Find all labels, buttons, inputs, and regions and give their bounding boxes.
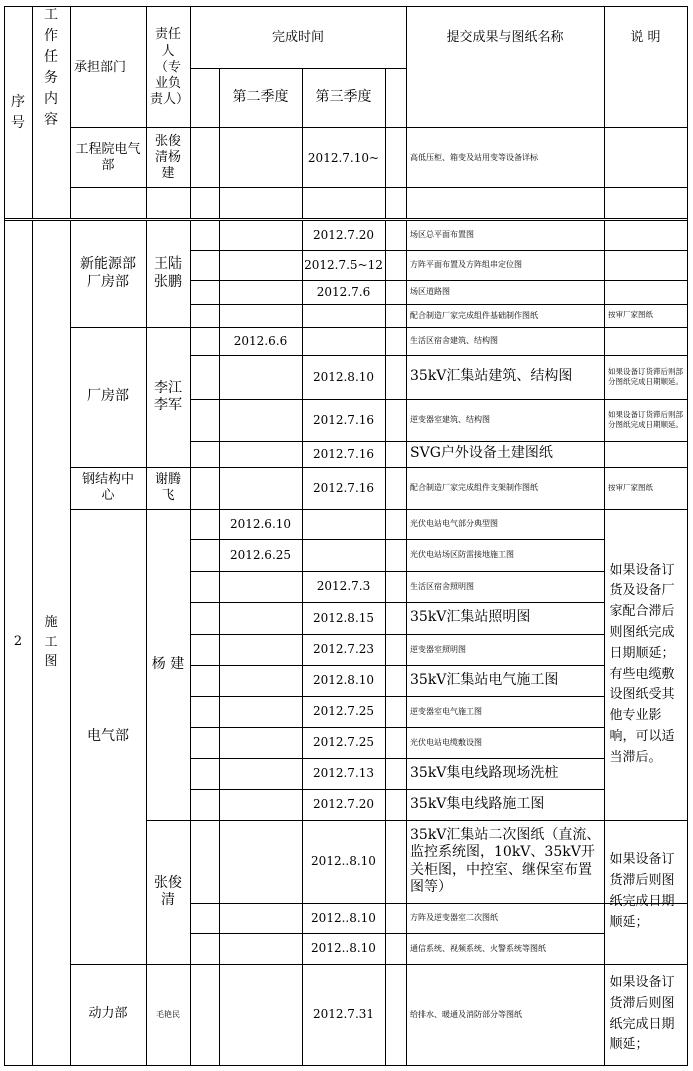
note-electrical-b: 如果设备订货滞后则图纸完成日期顺延； bbox=[609, 852, 675, 930]
q3-date: 2012.7.20 bbox=[312, 227, 375, 242]
result-name: 35kV集电线路施工图 bbox=[410, 795, 545, 812]
result-name: 生活区宿舍建筑、结构图 bbox=[410, 336, 498, 345]
dept-plant: 厂房部 bbox=[87, 388, 129, 405]
note-electrical-a: 如果设备订货及设备厂家配合滞后则图纸完成日期顺延；有些电缆敷设图纸受其他专业影响，可以适当滞后。 bbox=[609, 562, 675, 765]
result-name: 35kV汇集站二次图纸（直流、监控系统图，10kV、35kV开关柜图，中控室、继保室布置图等） bbox=[410, 826, 601, 895]
result-name: SVG户外设备土建图纸 bbox=[410, 445, 553, 462]
dept-engineering-electrical: 工程院电气部 bbox=[75, 141, 141, 173]
result-name: 场区总平面布置图 bbox=[410, 230, 474, 239]
q3-date: 2012.7.3 bbox=[316, 579, 371, 593]
dept-electrical: 电气部 bbox=[87, 727, 129, 744]
header-note: 说 明 bbox=[630, 29, 661, 45]
q3-date: 2012.7.31 bbox=[312, 1007, 375, 1021]
person-plant: 李江李军 bbox=[154, 379, 182, 413]
person-new-energy: 王陆张鹏 bbox=[154, 256, 182, 290]
grid-line bbox=[4, 218, 688, 219]
q3-date: 2012.8.10 bbox=[312, 673, 375, 687]
q3-date: 2012.7.5~12 bbox=[304, 257, 383, 272]
dept-new-energy: 新能源部厂房部 bbox=[80, 256, 136, 290]
person-power: 毛艳民 bbox=[156, 1009, 180, 1019]
result-name: 逆变器室电气施工图 bbox=[410, 706, 482, 716]
row-note: 如果设备订货滞后则部分图纸完成日期顺延。 bbox=[608, 409, 683, 429]
note-power: 如果设备订货滞后则图纸完成日期顺延； bbox=[609, 974, 675, 1053]
header-time: 完成时间 bbox=[271, 29, 324, 45]
result-name: 逆变器室照明图 bbox=[410, 644, 466, 654]
grid-line bbox=[385, 220, 386, 1066]
q3-date: 2012.7.13 bbox=[312, 766, 375, 780]
header-q3: 第三季度 bbox=[315, 89, 372, 106]
q2-date: 2012.6.6 bbox=[233, 333, 288, 348]
q3-date: 2012..8.10 bbox=[311, 941, 376, 955]
q3-date: 2012.7.6 bbox=[316, 284, 371, 299]
person-electrical-b: 张俊清 bbox=[154, 874, 182, 908]
result-name: 方阵及逆变器室二次图纸 bbox=[410, 913, 498, 922]
grid-line bbox=[687, 6, 688, 1066]
result-name: 生活区宿舍照明图 bbox=[410, 581, 474, 591]
header-seq: 序号 bbox=[11, 94, 25, 131]
q3-date: 2012..8.10 bbox=[311, 910, 376, 925]
section-seq: 2 bbox=[13, 634, 23, 650]
q3-date: 2012.7.16 bbox=[312, 412, 375, 427]
row-note: 按审厂家图纸 bbox=[608, 482, 653, 492]
q3-date: 2012.8.15 bbox=[312, 610, 375, 625]
q3-date: 2012.7.25 bbox=[312, 704, 375, 718]
grid-line bbox=[4, 6, 688, 7]
q3-date: 2012..8.10 bbox=[311, 854, 376, 868]
result-name: 配合制造厂家完成组件基础制作图纸 bbox=[410, 310, 538, 320]
row-note: 按审厂家图纸 bbox=[608, 310, 653, 320]
dept-steel: 钢结构中心 bbox=[81, 471, 134, 503]
section-task: 施工图 bbox=[44, 615, 58, 670]
result-name: 35kV集电线路现场洗桩 bbox=[410, 764, 559, 781]
person-steel: 谢腾飞 bbox=[154, 471, 181, 503]
result-name: 逆变器室建筑、结构图 bbox=[410, 415, 490, 424]
header-dept: 承担部门 bbox=[74, 59, 127, 75]
q3-date: 2012.7.20 bbox=[312, 797, 375, 811]
result-name: 配合制造厂家完成组件支架制作图纸 bbox=[410, 483, 538, 492]
header-q2: 第二季度 bbox=[232, 89, 289, 106]
result-name: 场区道路图 bbox=[410, 287, 450, 296]
q3-date: 2012.7.23 bbox=[312, 642, 375, 656]
q3-date: 2012.7.16 bbox=[312, 480, 375, 495]
q3-date: 2012.7.16 bbox=[312, 446, 375, 461]
result-name: 方阵平面布置及方阵组串定位图 bbox=[410, 260, 522, 269]
top-result: 高低压柜、箱变及站用变等设备详标 bbox=[410, 153, 538, 162]
grid-line bbox=[4, 1065, 688, 1066]
header-person: 责任人（专业负责人） bbox=[150, 27, 190, 108]
top-q3-date: 2012.7.10~ bbox=[307, 150, 380, 165]
result-name: 35kV汇集站照明图 bbox=[410, 609, 531, 626]
row-note: 如果设备订货滞后则部分图纸完成日期顺延。 bbox=[608, 366, 683, 386]
result-name: 35kV汇集站建筑、结构图 bbox=[410, 368, 573, 385]
grid-line bbox=[190, 220, 191, 1066]
header-result: 提交成果与图纸名称 bbox=[446, 29, 564, 45]
person-electrical-a: 杨 建 bbox=[151, 655, 185, 672]
person-top: 张俊清杨建 bbox=[154, 133, 181, 182]
q3-date: 2012.7.25 bbox=[312, 735, 375, 749]
result-name: 35kV汇集站电气施工图 bbox=[410, 671, 559, 688]
result-name: 光伏电站电缆敷设图 bbox=[410, 737, 482, 747]
q2-date: 2012.6.10 bbox=[229, 516, 292, 531]
result-name: 光伏电站电气部分典型图 bbox=[410, 519, 498, 528]
q3-date: 2012.8.10 bbox=[312, 369, 375, 384]
result-name: 给排水、暖通及消防部分等图纸 bbox=[410, 1009, 522, 1019]
header-task: 工作任务内容 bbox=[44, 7, 58, 128]
q2-date: 2012.6.25 bbox=[229, 547, 292, 562]
result-name: 通信系统、视频系统、火警系统等图纸 bbox=[410, 943, 546, 953]
grid-line bbox=[385, 68, 386, 219]
result-name: 光伏电站场区防雷接地施工图 bbox=[410, 550, 514, 559]
dept-power: 动力部 bbox=[88, 1006, 128, 1022]
